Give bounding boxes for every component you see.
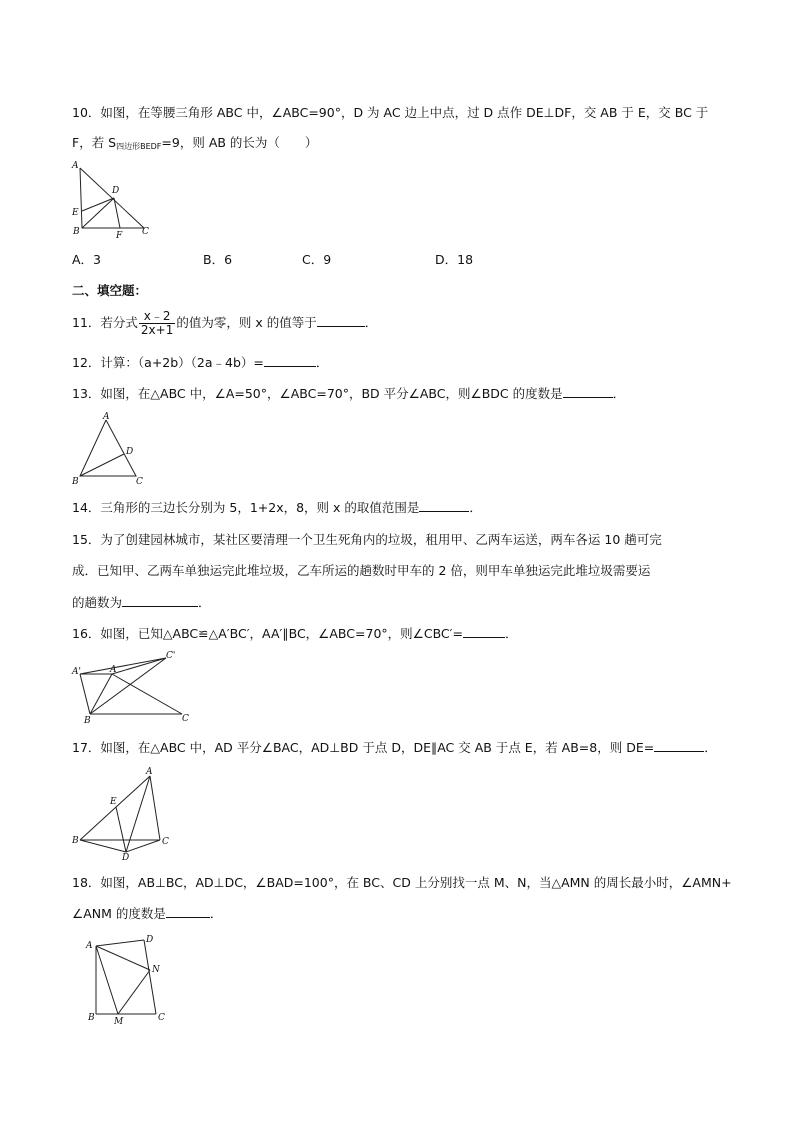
q10-label-d: D (112, 186, 120, 196)
q10-option-b[interactable]: B．6 (203, 252, 233, 267)
q17-figure (70, 762, 180, 862)
q12-end: ． (315, 355, 329, 370)
q12-line (72, 354, 328, 372)
q15-answer-blank[interactable] (122, 594, 198, 607)
q14-answer-blank[interactable] (419, 499, 469, 512)
section-title: 二、填空题： (72, 283, 148, 298)
q16-label-a-prime: A' (72, 667, 81, 677)
q17-label-b: B (72, 836, 79, 846)
q10-label-c: C (142, 227, 149, 237)
q18-label-d: D (146, 935, 154, 945)
q18-label-b: B (88, 1013, 95, 1023)
q18-answer-blank[interactable] (166, 905, 210, 918)
q10-option-a[interactable]: A．3 (72, 252, 102, 267)
q16-line (72, 625, 518, 643)
q12-text: 12．计算：（a+2b）（2a﹣4b）= (72, 355, 264, 370)
q16-segment-ac1 (112, 658, 166, 674)
q13-label-c: C (136, 477, 143, 487)
q15-line1: 15．为了创建园林城市，某社区要清理一个卫生死角内的垃圾，租用甲、乙两车运送，两车各运 10 趟可完 (72, 532, 662, 547)
q16-segment-ab (90, 674, 112, 714)
q10-line2-post: =9，则 AB 的长为（ ） (161, 135, 318, 150)
q13-text: 13．如图，在△ABC 中，∠A=50°，∠ABC=70°，BD 平分∠ABC，则∠BDC 的度数是 (72, 386, 563, 401)
q18-segment-mn (118, 970, 150, 1014)
q18-line1: 18．如图，AB⊥BC，AD⊥DC，∠BAD=100°，在 BC、CD 上分别找一点 M、N，当△AMN 的周长最小时，∠AMN+ (72, 875, 732, 890)
q10-label-e: E (72, 208, 79, 218)
q10-line2 (72, 134, 317, 156)
q18-segment-am (96, 946, 118, 1014)
q12-answer-blank[interactable] (264, 354, 316, 367)
q16-label-a: A (110, 665, 117, 675)
q10-option-c[interactable]: C．9 (302, 252, 332, 267)
q13-figure (70, 412, 150, 487)
q10-option-d[interactable]: D．18 (435, 252, 474, 267)
q10-label-b: B (73, 227, 80, 237)
q11-fraction (139, 310, 175, 337)
q18-segment-dc (144, 940, 156, 1014)
q18-segment-ad (96, 940, 144, 946)
q17-text: 17．如图，在△ABC 中，AD 平分∠BAC，AD⊥BD 于点 D，DE∥AC 交 AB 于点 E，若 AB=8，则 DE= (72, 740, 655, 755)
q17-label-c: C (162, 837, 169, 847)
q11-end: ． (364, 315, 378, 330)
q18-label-m: M (114, 1017, 124, 1027)
q16-text: 16．如图，已知△ABC≌△A′BC′，AA′∥BC，∠ABC=70°，则∠CBC′= (72, 626, 463, 641)
q10-line1: 10．如图，在等腰三角形 ABC 中，∠ABC=90°，D 为 AC 边上中点，过 D 点作 DE⊥DF，交 AB 于 E，交 BC 于 (72, 105, 709, 120)
q11-numerator: x﹣2 (139, 310, 175, 324)
q13-label-d: D (126, 447, 134, 457)
q15-line3 (72, 594, 211, 612)
q13-line (72, 385, 625, 403)
q15-line2: 成．已知甲、乙两车单独运完此堆垃圾，乙车所运的趟数时甲车的 2 倍，则甲车单独运完此堆垃圾需要运 (72, 563, 651, 578)
q13-answer-blank[interactable] (563, 385, 613, 398)
q14-line (72, 499, 482, 517)
q13-label-b: B (72, 477, 79, 487)
q11-answer-blank[interactable] (317, 314, 365, 327)
q13-bisector-bd (80, 454, 124, 476)
q17-line (72, 739, 717, 757)
q16-label-b: B (84, 716, 91, 726)
q14-text: 14．三角形的三边长分别为 5，1+2x，8，则 x 的取值范围是 (72, 500, 420, 515)
q16-segment-a1c1 (80, 658, 166, 674)
q16-figure (70, 648, 200, 726)
q10-triangle (80, 168, 144, 228)
q11-pre: 11．若分式 (72, 315, 138, 330)
q18-line2-text: ∠ANM 的度数是 (72, 906, 166, 921)
q17-segment-de (116, 807, 126, 852)
q17-end: ． (704, 740, 717, 755)
q13-end: ． (612, 386, 626, 401)
q18-end: ． (209, 906, 223, 921)
q17-segment-bd (80, 840, 126, 852)
q10-label-f: F (116, 231, 123, 241)
q10-line2-pre: F，若 S (72, 135, 117, 150)
q18-figure (70, 932, 180, 1028)
q18-label-a: A (86, 941, 93, 951)
q18-line2 (72, 905, 222, 923)
q15-end: ． (198, 595, 211, 610)
q16-end: ． (504, 626, 518, 641)
q18-label-c: C (158, 1013, 165, 1023)
q10-figure (70, 160, 160, 240)
q17-label-d: D (122, 853, 130, 863)
q14-end: ． (469, 500, 482, 515)
q10-segment-ed (82, 198, 114, 211)
q17-segment-dc (126, 840, 160, 852)
q16-segment-ac (112, 674, 182, 714)
q16-label-c: C (182, 714, 189, 724)
q11-post: 的值为零，则 x 的值等于 (176, 315, 317, 330)
q17-answer-blank[interactable] (654, 739, 704, 752)
q18-segment-an (96, 946, 150, 970)
q16-label-c-prime: C' (166, 651, 176, 661)
q11-line (72, 310, 377, 337)
q18-label-n: N (152, 965, 160, 975)
q13-label-a: A (103, 412, 110, 422)
q10-segment-bd (82, 198, 114, 228)
q16-segment-bc1 (90, 658, 166, 714)
q16-segment-a1b (80, 674, 90, 714)
q16-answer-blank[interactable] (463, 625, 505, 638)
q17-label-a: A (146, 767, 153, 777)
q10-area-subscript: 四边形BEDF (116, 142, 162, 151)
q17-segment-ac (150, 776, 160, 840)
q11-denominator: 2x+1 (140, 323, 174, 337)
q17-label-e: E (110, 797, 117, 807)
q10-label-a: A (72, 161, 79, 171)
q15-line3-text: 的趟数为 (72, 595, 123, 610)
